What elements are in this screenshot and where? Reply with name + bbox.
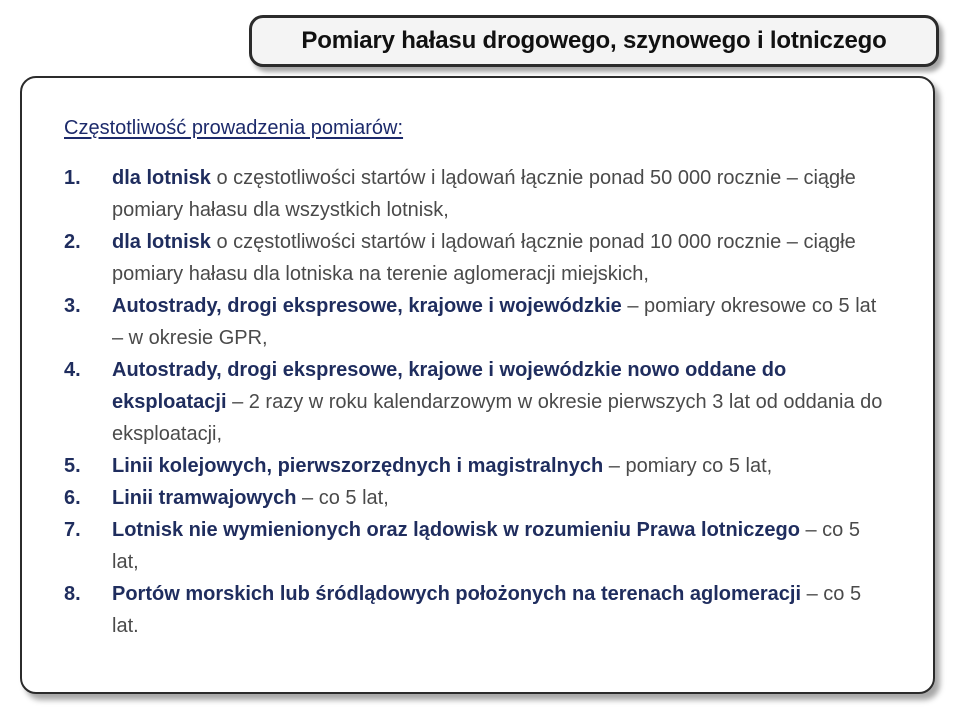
item-number: 2.: [64, 231, 81, 253]
item-rest-text: – pomiary co 5 lat,: [603, 455, 773, 477]
item-text: [112, 354, 884, 450]
item-rest-text: – co 5 lat,: [112, 519, 860, 573]
item-text: [112, 450, 884, 482]
content-box: [20, 76, 935, 694]
item-bold-text: Lotnisk nie wymienionych oraz lądowisk w rozumieniu Prawa lotniczego: [112, 519, 800, 541]
item-bold-text: Linii kolejowych, pierwszorzędnych i magistralnych: [112, 455, 604, 477]
item-number: 3.: [64, 295, 81, 317]
item-bold-text: Linii tramwajowych: [112, 487, 297, 509]
item-bold-text: Autostrady, drogi ekspresowe, krajowe i wojewódzkie: [112, 295, 622, 317]
item-text: [112, 482, 884, 514]
section-heading: Częstotliwość prowadzenia pomiarów:: [64, 117, 404, 139]
item-text: [112, 578, 884, 642]
page-title: Pomiary hałasu drogowego, szynowego i lotniczego: [301, 27, 887, 54]
list-item: [64, 290, 884, 354]
list-item: [64, 162, 884, 226]
title-box: [249, 15, 939, 67]
item-rest-text: – co 5 lat.: [112, 583, 862, 637]
list-item: [64, 226, 884, 290]
list-item: [64, 354, 884, 450]
list-item: [64, 578, 884, 642]
measurement-list: [64, 162, 884, 642]
item-text: [112, 514, 884, 578]
item-number: 7.: [64, 519, 81, 541]
item-text: [112, 290, 884, 354]
item-text: [112, 226, 884, 290]
item-text: [112, 162, 884, 226]
item-rest-text: – co 5 lat,: [296, 487, 389, 509]
item-number: 4.: [64, 359, 81, 381]
item-rest-text: – pomiary okresowe co 5 lat – w okresie GPR,: [112, 295, 877, 349]
item-rest-text: o częstotliwości startów i lądowań łącznie ponad 50 000 rocznie – ciągłe pomiary hałasu dla wszystkich lotnisk,: [112, 167, 856, 221]
item-bold-text: Autostrady, drogi ekspresowe, krajowe i wojewódzkie nowo oddane do eksploatacji: [112, 359, 787, 413]
item-number: 6.: [64, 487, 81, 509]
item-rest-text: o częstotliwości startów i lądowań łącznie ponad 10 000 rocznie – ciągłe pomiary hałasu dla lotniska na terenie aglomeracji miejskich,: [112, 231, 856, 285]
list-item: [64, 514, 884, 578]
item-number: 1.: [64, 167, 81, 189]
item-number: 8.: [64, 583, 81, 605]
item-rest-text: – 2 razy w roku kalendarzowym w okresie pierwszych 3 lat od oddania do eksploatacji,: [112, 391, 883, 445]
list-item: [64, 450, 884, 482]
item-bold-text: dla lotnisk: [112, 231, 211, 253]
list-item: [64, 482, 884, 514]
item-bold-text: Portów morskich lub śródlądowych położonych na terenach aglomeracji: [112, 583, 802, 605]
item-number: 5.: [64, 455, 81, 477]
item-bold-text: dla lotnisk: [112, 167, 211, 189]
